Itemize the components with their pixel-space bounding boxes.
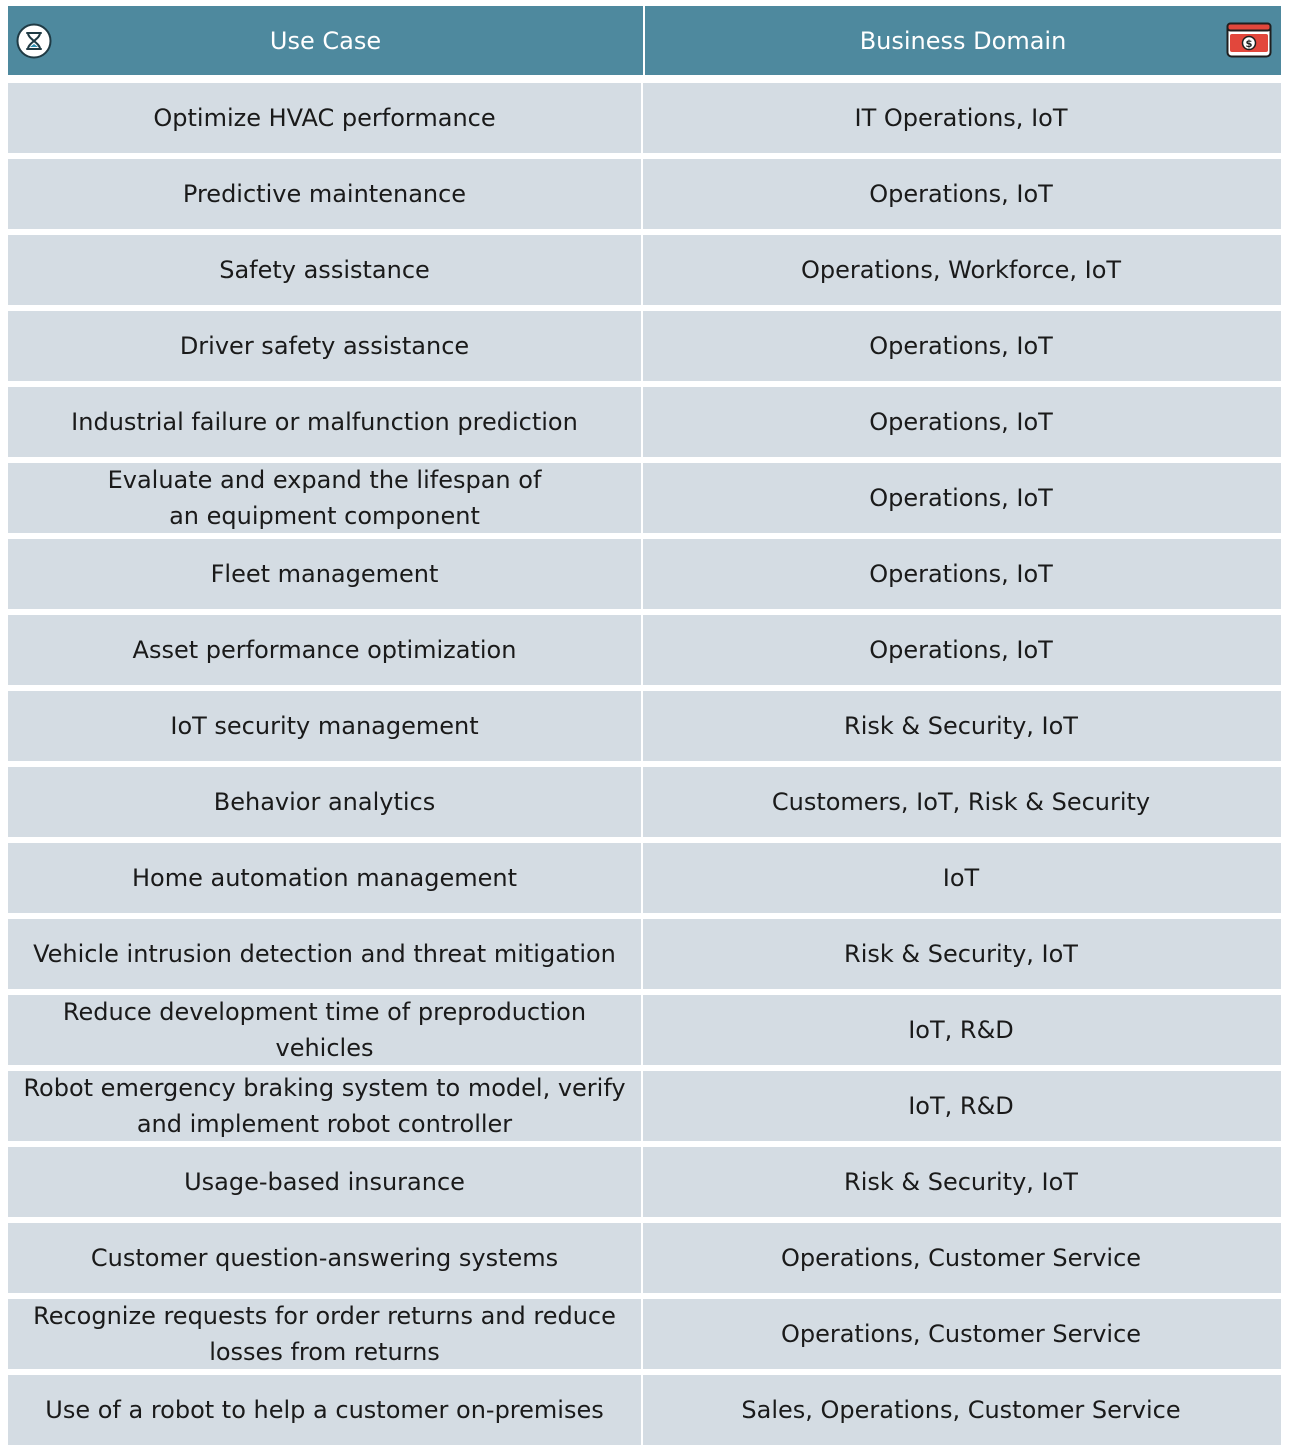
use-case-cell: Reduce development time of preproduction vehicles <box>8 995 643 1065</box>
business-domain-cell: Operations, IoT <box>869 484 1053 512</box>
table-row <box>8 1147 1281 1217</box>
table-row <box>8 83 1281 153</box>
table-row <box>8 615 1281 685</box>
business-domain-cell: Operations, Workforce, IoT <box>800 256 1122 284</box>
use-case-table <box>8 6 1281 1451</box>
use-case-cell: Industrial failure or malfunction prediction <box>8 387 643 457</box>
business-domain-cell: Operations, Customer Service <box>780 1244 1142 1272</box>
table-row <box>8 767 1281 837</box>
header-cell-use-case <box>8 6 645 75</box>
use-case-cell: Usage-based insurance <box>8 1147 643 1217</box>
table-row <box>8 843 1281 913</box>
use-case-cell: Optimize HVAC performance <box>8 83 643 153</box>
use-case-cell: Recognize requests for order returns and reduce losses from returns <box>8 1299 643 1369</box>
header-use-case-label: Use Case <box>269 26 382 55</box>
header-business-domain-label: Business Domain <box>859 26 1067 55</box>
table-row <box>8 1299 1281 1369</box>
use-case-cell: IoT security management <box>8 691 643 761</box>
header-cell-business-domain <box>645 6 1281 75</box>
table-row <box>8 1223 1281 1293</box>
business-domain-cell: Customers, IoT, Risk & Security <box>771 788 1151 816</box>
business-domain-cell: Operations, IoT <box>869 408 1053 436</box>
table-row <box>8 159 1281 229</box>
business-domain-cell: Operations, Customer Service <box>780 1320 1142 1348</box>
business-domain-cell: Sales, Operations, Customer Service <box>741 1396 1181 1424</box>
table-row <box>8 691 1281 761</box>
use-case-cell: Customer question-answering systems <box>8 1223 643 1293</box>
table-row <box>8 463 1281 533</box>
table-row <box>8 919 1281 989</box>
table-body <box>8 83 1281 1445</box>
use-case-cell: Safety assistance <box>8 235 643 305</box>
use-case-cell: Asset performance optimization <box>8 615 643 685</box>
table-row <box>8 995 1281 1065</box>
use-case-cell: Fleet management <box>8 539 643 609</box>
business-domain-cell: IoT, R&D <box>908 1016 1014 1044</box>
table-header <box>8 6 1281 75</box>
money-browser-icon <box>1226 22 1272 58</box>
business-domain-cell: Operations, IoT <box>869 560 1053 588</box>
business-domain-cell: Risk & Security, IoT <box>844 712 1078 740</box>
use-case-cell: Evaluate and expand the lifespan of an equipment component <box>8 463 643 533</box>
use-case-cell: Home automation management <box>8 843 643 913</box>
table-row <box>8 1375 1281 1445</box>
business-domain-cell: IoT <box>942 864 980 892</box>
use-case-cell: Vehicle intrusion detection and threat mitigation <box>8 919 643 989</box>
business-domain-cell: Operations, IoT <box>869 332 1053 360</box>
table-row <box>8 539 1281 609</box>
hourglass-logo-icon <box>16 23 52 59</box>
business-domain-cell: IT Operations, IoT <box>854 104 1068 132</box>
use-case-cell: Predictive maintenance <box>8 159 643 229</box>
business-domain-cell: Risk & Security, IoT <box>844 940 1078 968</box>
table-row <box>8 1071 1281 1141</box>
business-domain-cell: Operations, IoT <box>869 636 1053 664</box>
use-case-cell: Behavior analytics <box>8 767 643 837</box>
use-case-cell: Driver safety assistance <box>8 311 643 381</box>
business-domain-cell: IoT, R&D <box>908 1092 1014 1120</box>
table-row <box>8 311 1281 381</box>
use-case-cell: Use of a robot to help a customer on-premises <box>8 1375 643 1445</box>
table-row <box>8 235 1281 305</box>
table-row <box>8 387 1281 457</box>
svg-text:$: $ <box>1245 39 1253 50</box>
business-domain-cell: Risk & Security, IoT <box>844 1168 1078 1196</box>
business-domain-cell: Operations, IoT <box>869 180 1053 208</box>
use-case-cell: Robot emergency braking system to model, verify and implement robot controller <box>8 1071 643 1141</box>
